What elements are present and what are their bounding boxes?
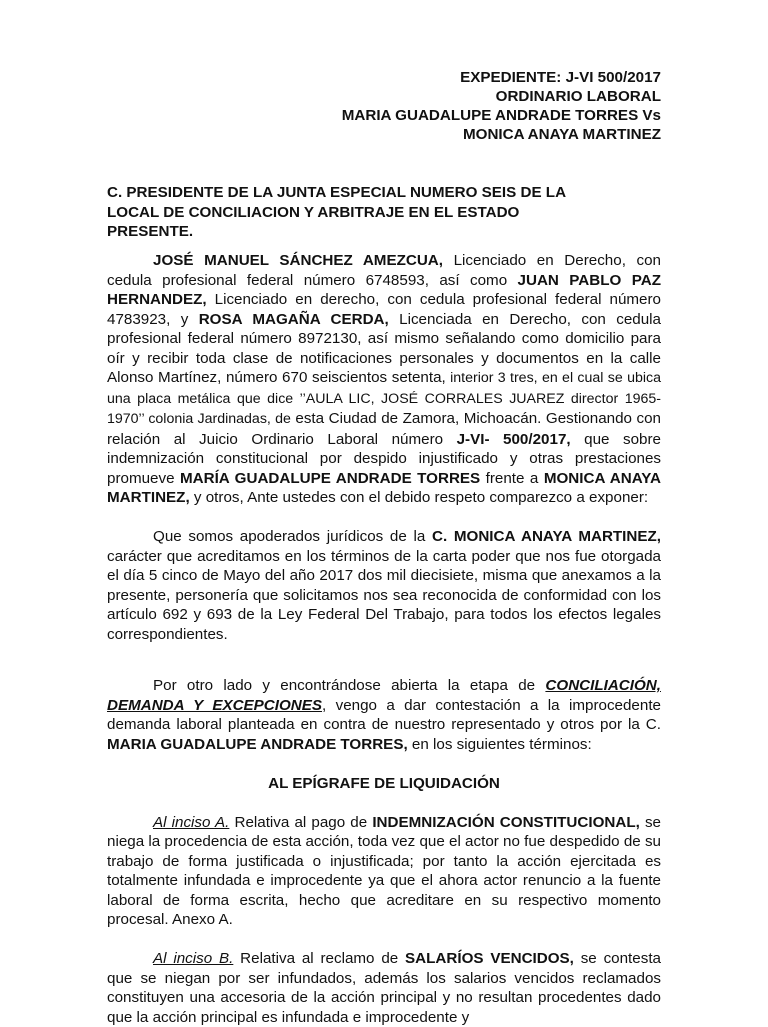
paragraph-text: Por otro lado y encontrándose abierta la etapa de [153, 677, 546, 694]
plaintiff-name: MARÍA GUADALUPE ANDRADE TORRES [180, 469, 481, 487]
paragraph-text-alt-font: interior 3 tres, en el cual se ubica una placa metálica que dice ’’AULA LIC, JOSÉ CORRALES JUAREZ director 1965- 1970’’ colonia Jardinadas, de [107, 370, 662, 427]
paragraph-inciso-a [107, 813, 661, 930]
paragraph-text: se niega la procedencia de esta acción, toda vez que el actor no fue despedido de su trabajo de forma justificada o injustificada; por tanto la acción ejercitada es totalmente infundada e improcedente ya que el ahora actor renuncio a la fuente laboral de forma escrita, hecho que acreditare en su respectivo momento procesal. Anexo A. [107, 813, 662, 928]
inciso-label: Al inciso B. [153, 950, 234, 967]
case-parties-plaintiff: MARIA GUADALUPE ANDRADE TORRES Vs [341, 107, 661, 124]
attorney-name-3: ROSA MAGAÑA CERDA, [198, 310, 389, 328]
paragraph-text: Que somos apoderados jurídicos de la [153, 528, 432, 545]
case-number-inline: J-VI- 500/2017, [456, 430, 571, 448]
paragraph-text: se contesta que se niegan por ser infundados, además los salarios vencidos reclamados constituyen una accesoria de la acción principal y no resultan procedentes dado que la acción principal es infundada e improcedente y [107, 950, 661, 1026]
paragraph-representation [107, 527, 661, 644]
claim-term: INDEMNIZACIÓN CONSTITUCIONAL, [372, 813, 640, 831]
paragraph-text: Relativa al reclamo de [233, 950, 406, 967]
addressee-line-3: PRESENTE. [107, 223, 194, 240]
document-body [107, 251, 661, 1027]
procedural-stage: CONCILIACIÓN, DEMANDA Y EXCEPCIONES [107, 677, 661, 714]
paragraph-text: frente a [480, 469, 544, 487]
section-heading: AL EPÍGRAFE DE LIQUIDACIÓN [268, 774, 500, 792]
case-number: EXPEDIENTE: J-VI 500/2017 [460, 69, 661, 86]
paragraph-text: carácter que acreditamos en los términos de la carta poder que nos fue otorgada el día 5 cinco de Mayo del año 2017 dos mil diecisiete, misma que anexamos a la presente, personería que solicitamos nos sea reconocida de conformidad con los artículo 692 y 693 de la Ley Federal Del Trabajo, para todos los efectos legales correspondientes. [107, 547, 661, 643]
paragraph-stage [107, 676, 661, 754]
paragraph-appearance [107, 251, 661, 508]
paragraph-text: Licenciada en Derecho, con cedula profesional federal número 8972130, así mismo señalando como domicilio para oír y recibir toda clase de notificaciones personales y documentos en la calle Alonso Martínez, número 670 seiscientos setenta, [107, 310, 661, 386]
paragraph-text: , vengo a dar contestación a la improcedente demanda laboral planteada en contra de nuestro representado y otros por la C. [107, 696, 661, 733]
paragraph-text: que sobre indemnización constitucional por despido injustificado y otras prestaciones promueve [107, 430, 661, 487]
case-header [342, 68, 661, 144]
case-type: ORDINARIO LABORAL [495, 88, 661, 105]
case-parties-defendant: MONICA ANAYA MARTINEZ [462, 126, 661, 143]
attorney-name-1: JOSÉ MANUEL SÁNCHEZ AMEZCUA, [153, 252, 443, 269]
paragraph-text: esta Ciudad de Zamora, Michoacán. Gestionando con relación al Juicio Ordinario Laboral número [107, 410, 661, 448]
client-name: C. MONICA ANAYA MARTINEZ, [432, 528, 662, 545]
addressee-block [107, 183, 566, 242]
attorney-name-2: JUAN PABLO PAZ HERNANDEZ, [107, 271, 661, 308]
paragraph-text: Licenciado en derecho, con cedula profesional federal número 4783923, y [107, 291, 661, 328]
inciso-label: Al inciso A. [153, 813, 230, 831]
addressee-line-1: C. PRESIDENTE DE LA JUNTA ESPECIAL NUMERO SEIS DE LA [107, 184, 567, 201]
paragraph-text: en los siguientes términos: [407, 735, 592, 753]
defendant-name: MONICA ANAYA MARTINEZ, [107, 469, 661, 506]
addressee-line-2: LOCAL DE CONCILIACION Y ARBITRAJE EN EL ESTADO [107, 203, 520, 221]
paragraph-inciso-b [107, 949, 661, 1027]
paragraph-text: Licenciado en Derecho, con cedula profesional federal número 6748593, así como [107, 252, 661, 289]
plaintiff-name: MARIA GUADALUPE ANDRADE TORRES, [107, 735, 408, 753]
claim-term: SALARÍOS VENCIDOS, [405, 950, 574, 967]
paragraph-text: y otros, Ante ustedes con el debido respeto comparezco a exponer: [189, 489, 649, 506]
paragraph-text: Relativa al pago de [229, 813, 373, 831]
